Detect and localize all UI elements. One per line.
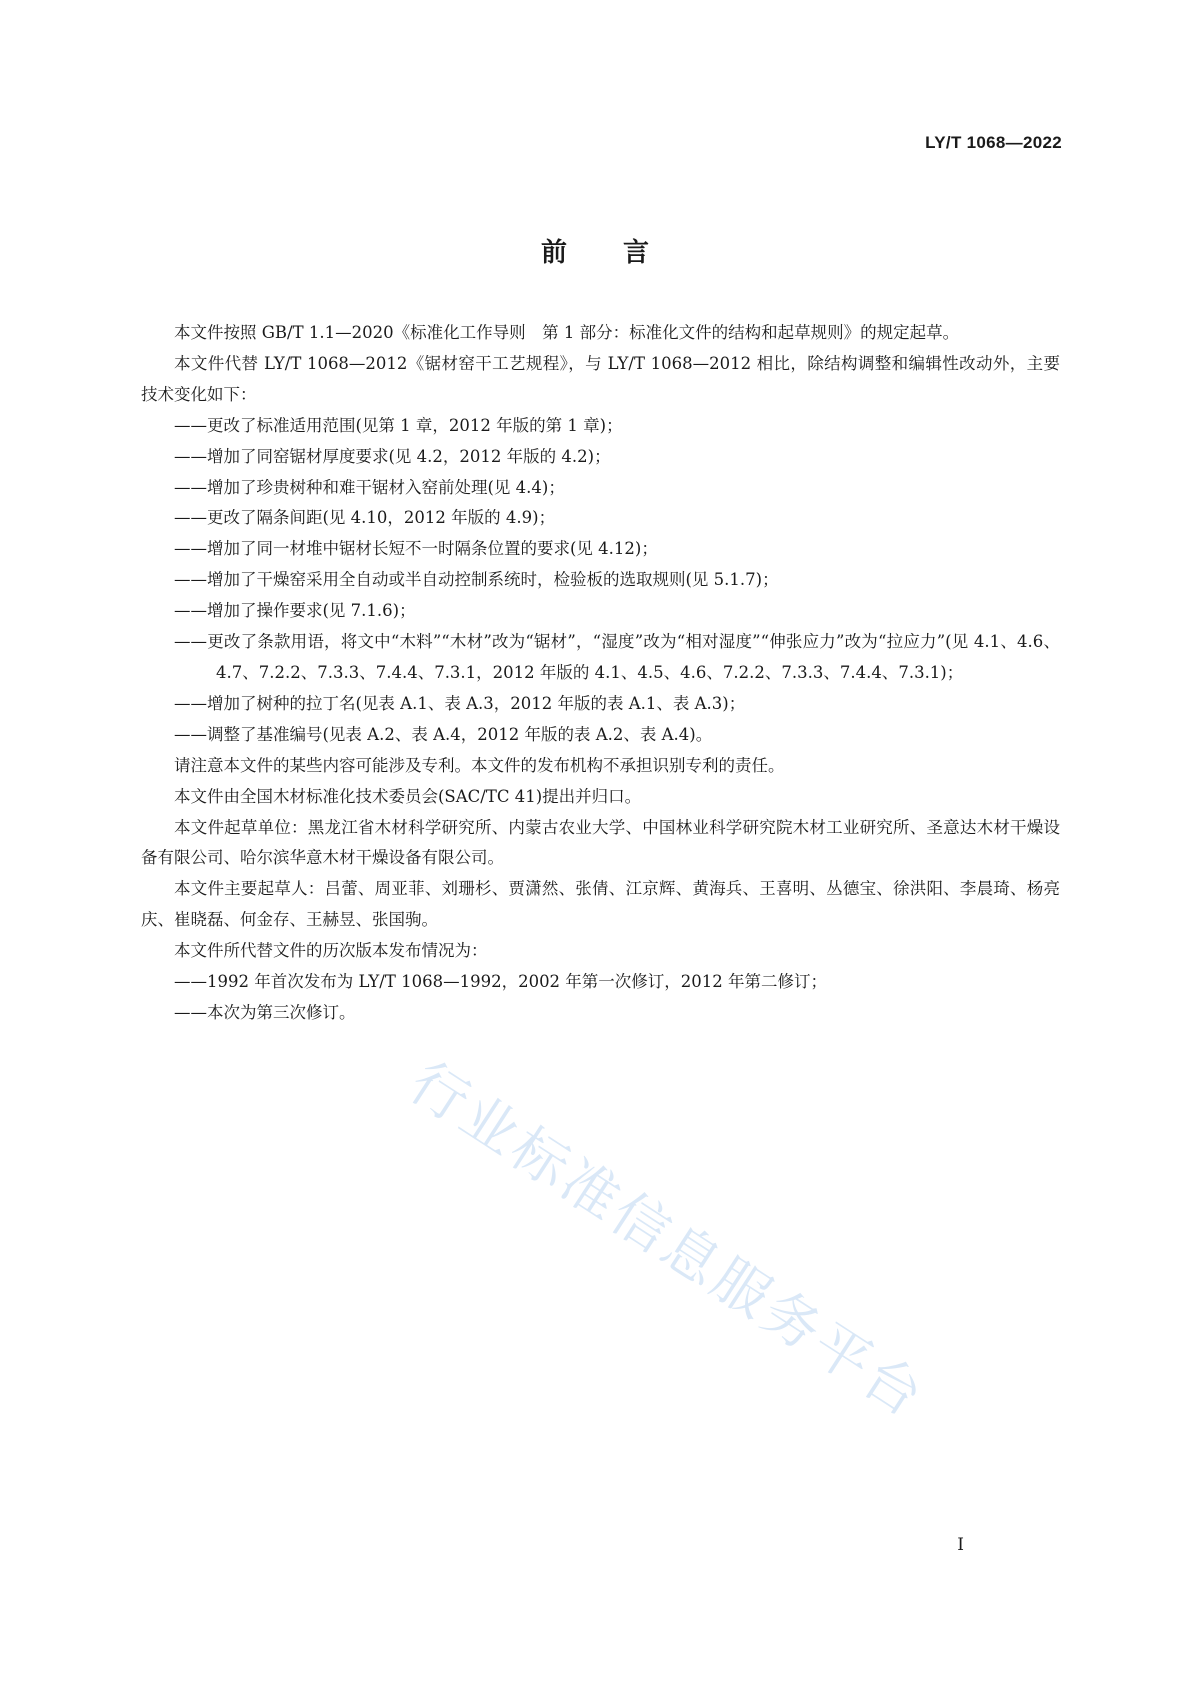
change-list-item: ——更改了条款用语，将文中“木料”“木材”改为“锯材”，“湿度”改为“相对湿度”“伸张应力”改为“拉应力”(见 4.1、4.6、4.7、7.2.2、7.3.3、7.4.4、7.3.1，2012 年版的 4.1、4.5、4.6、7.2.2、7.3.3、7.4.4、7.3.1)； [174, 632, 1060, 682]
change-list-item: ——增加了树种的拉丁名(见表 A.1、表 A.3，2012 年版的表 A.1、表 A.3)； [174, 693, 746, 713]
paragraph: 请注意本文件的某些内容可能涉及专利。本文件的发布机构不承担识别专利的责任。 [174, 755, 785, 775]
page-number: I [957, 1535, 964, 1555]
watermark: 行业标准信息服务平台 [398, 1050, 937, 1432]
page-title [0, 232, 1190, 269]
change-list-item: ——增加了同窑锯材厚度要求(见 4.2，2012 年版的 4.2)； [174, 446, 611, 466]
change-list-item: ——更改了隔条间距(见 4.10，2012 年版的 4.9)； [174, 508, 556, 528]
title-char-right: 言 [623, 238, 650, 268]
paragraph: 本文件起草单位：黑龙江省木材科学研究所、内蒙古农业大学、中国林业科学研究院木材工业研究所、圣意达木材干燥设备有限公司、哈尔滨华意木材干燥设备有限公司。 [141, 817, 1060, 868]
preface-body [141, 318, 1060, 1029]
title-char-left: 前 [540, 238, 567, 268]
document-code: LY/T 1068—2022 [925, 133, 1062, 152]
change-list-item: ——增加了同一材堆中锯材长短不一时隔条位置的要求(见 4.12)； [174, 539, 658, 559]
change-list-item: ——增加了操作要求(见 7.1.6)； [174, 601, 416, 621]
history-list-item: ——本次为第三次修订。 [174, 1002, 356, 1022]
change-list-item: ——增加了干燥窑采用全自动或半自动控制系统时，检验板的选取规则(见 5.1.7)； [174, 570, 779, 590]
change-list-item: ——增加了珍贵树种和难干锯材入窑前处理(见 4.4)； [174, 477, 565, 497]
paragraph: 本文件所代替文件的历次版本发布情况为： [174, 941, 488, 961]
paragraph: 本文件代替 LY/T 1068—2012《锯材窑干工艺规程》，与 LY/T 1068—2012 相比，除结构调整和编辑性改动外，主要技术变化如下： [141, 353, 1060, 404]
change-list-item: ——更改了标准适用范围(见第 1 章，2012 年版的第 1 章)； [174, 415, 623, 435]
paragraph: 本文件按照 GB/T 1.1—2020《标准化工作导则 第 1 部分：标准化文件的结构和起草规则》的规定起草。 [174, 323, 960, 342]
paragraph: 本文件由全国木材标准化技术委员会(SAC/TC 41)提出并归口。 [174, 786, 642, 806]
paragraph: 本文件主要起草人：吕蕾、周亚菲、刘珊杉、贾潇然、张倩、江京辉、黄海兵、王喜明、丛德宝、徐洪阳、李晨琦、杨亮庆、崔晓磊、何金存、王赫昱、张国驹。 [141, 879, 1060, 930]
change-list-item: ——调整了基准编号(见表 A.2、表 A.4，2012 年版的表 A.2、表 A.4)。 [174, 724, 713, 744]
history-list-item: ——1992 年首次发布为 LY/T 1068—1992，2002 年第一次修订，2012 年第二修订； [174, 972, 828, 992]
